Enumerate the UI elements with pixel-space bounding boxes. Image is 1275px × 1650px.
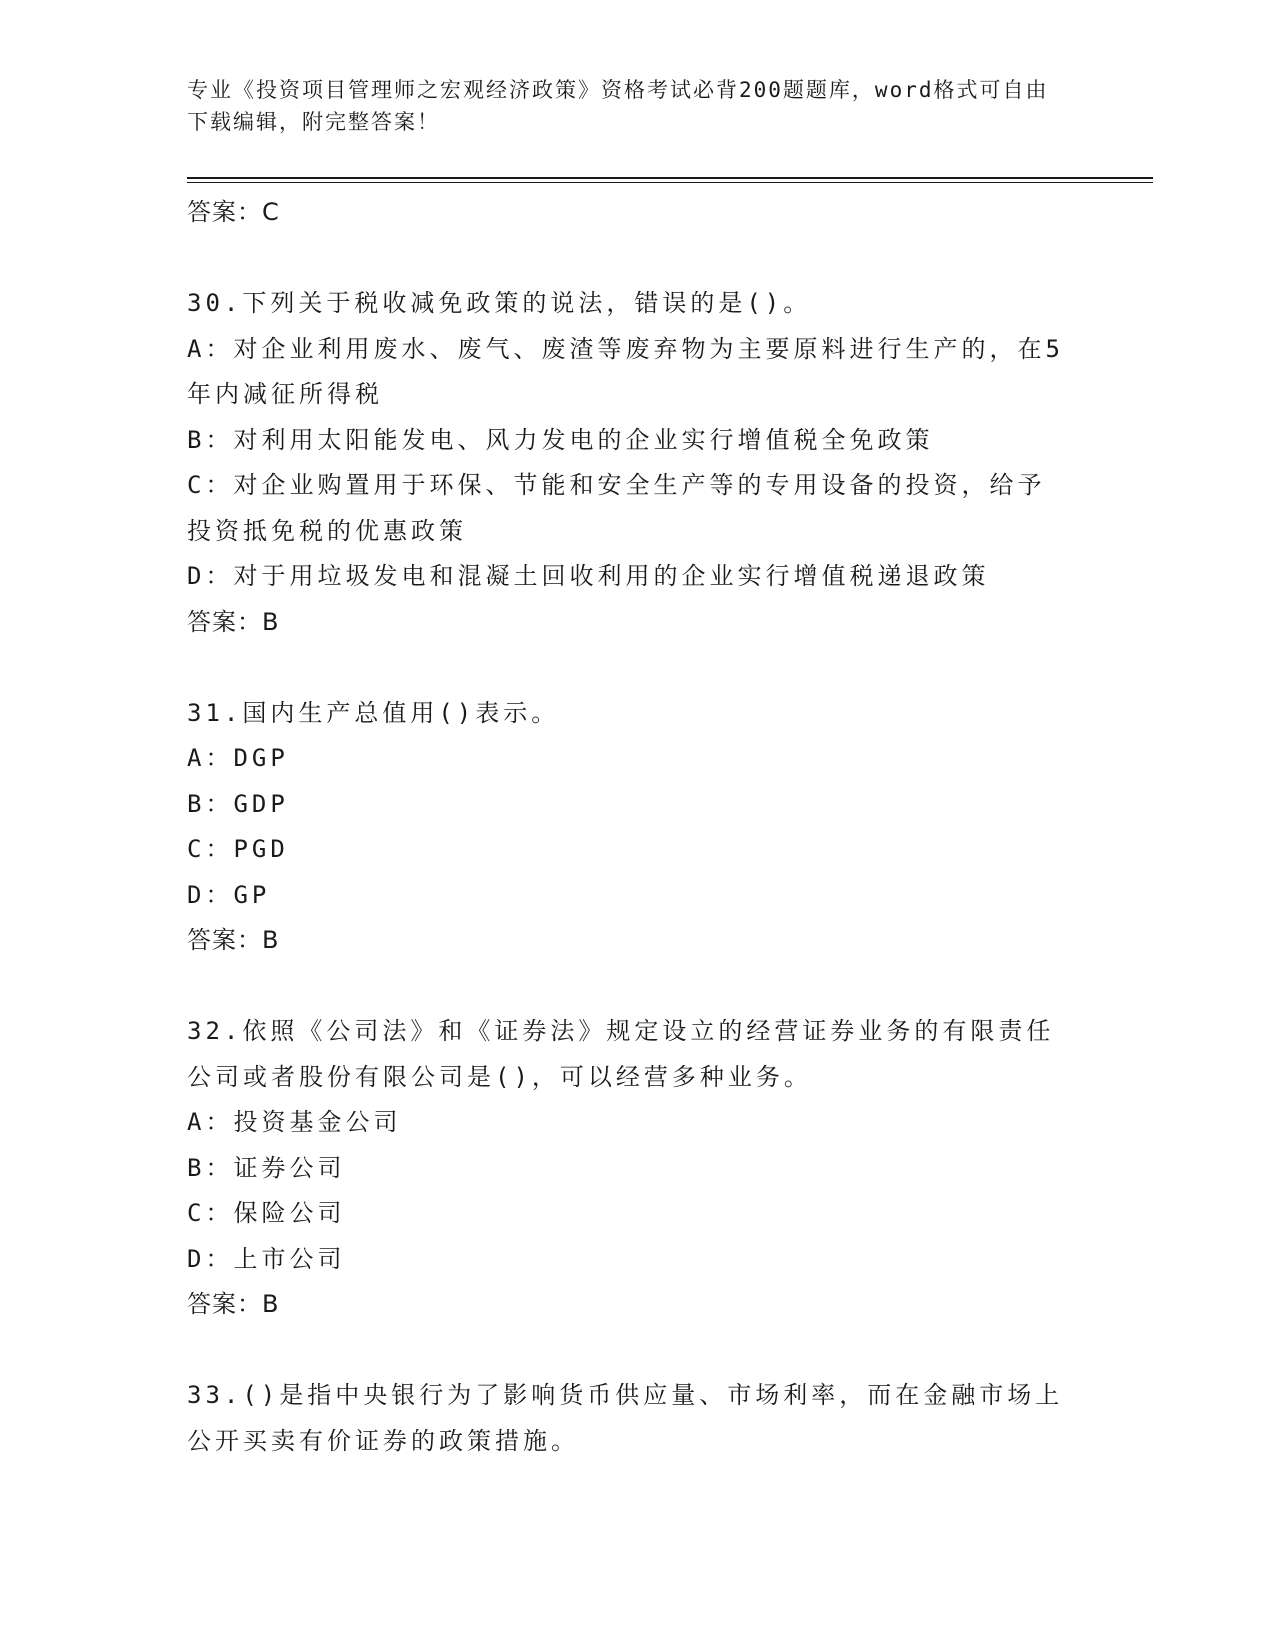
option-a: A：DGP bbox=[187, 744, 289, 772]
answer-line: 答案：B bbox=[187, 926, 280, 954]
answer-line: 答案：B bbox=[187, 607, 280, 636]
question-text: 30.下列关于税收减免政策的说法，错误的是()。 bbox=[187, 289, 812, 317]
question-text: 33.()是指中央银行为了影响货币供应量、市场利率，而在金融市场上公开买卖有价证券的政策措施。 bbox=[187, 1381, 1064, 1455]
option-d: D：GP bbox=[187, 880, 271, 909]
header-divider bbox=[187, 177, 1153, 179]
header-divider-thin bbox=[187, 182, 1153, 183]
answer-line: 答案：C bbox=[187, 198, 280, 226]
option-d: D：上市公司 bbox=[187, 1244, 346, 1273]
option-c: C：对企业购置用于环保、节能和安全生产等的专用设备的投资，给予投资抵免税的优惠政策 bbox=[187, 471, 1046, 545]
answer-line: 答案：B bbox=[187, 1290, 280, 1318]
question-text: 32.依照《公司法》和《证券法》规定设立的经营证券业务的有限责任公司或者股份有限公司是()，可以经营多种业务。 bbox=[187, 1017, 1055, 1091]
option-b: B：GDP bbox=[187, 789, 289, 818]
option-c: C：PGD bbox=[187, 835, 289, 863]
document-body bbox=[187, 190, 1067, 1464]
option-b: B：对利用太阳能发电、风力发电的企业实行增值税全免政策 bbox=[187, 425, 934, 454]
option-a: A：对企业利用废水、废气、废渣等废弃物为主要原料进行生产的，在5年内减征所得税 bbox=[187, 334, 1064, 408]
document-header: 专业《投资项目管理师之宏观经济政策》资格考试必背200题题库，word格式可自由下载编辑，附完整答案！ bbox=[187, 78, 1049, 134]
question-text: 31.国内生产总值用()表示。 bbox=[187, 698, 560, 727]
option-c: C：保险公司 bbox=[187, 1199, 346, 1227]
option-b: B：证券公司 bbox=[187, 1153, 346, 1182]
option-a: A：投资基金公司 bbox=[187, 1108, 402, 1136]
option-d: D：对于用垃圾发电和混凝土回收利用的企业实行增值税递退政策 bbox=[187, 562, 990, 590]
